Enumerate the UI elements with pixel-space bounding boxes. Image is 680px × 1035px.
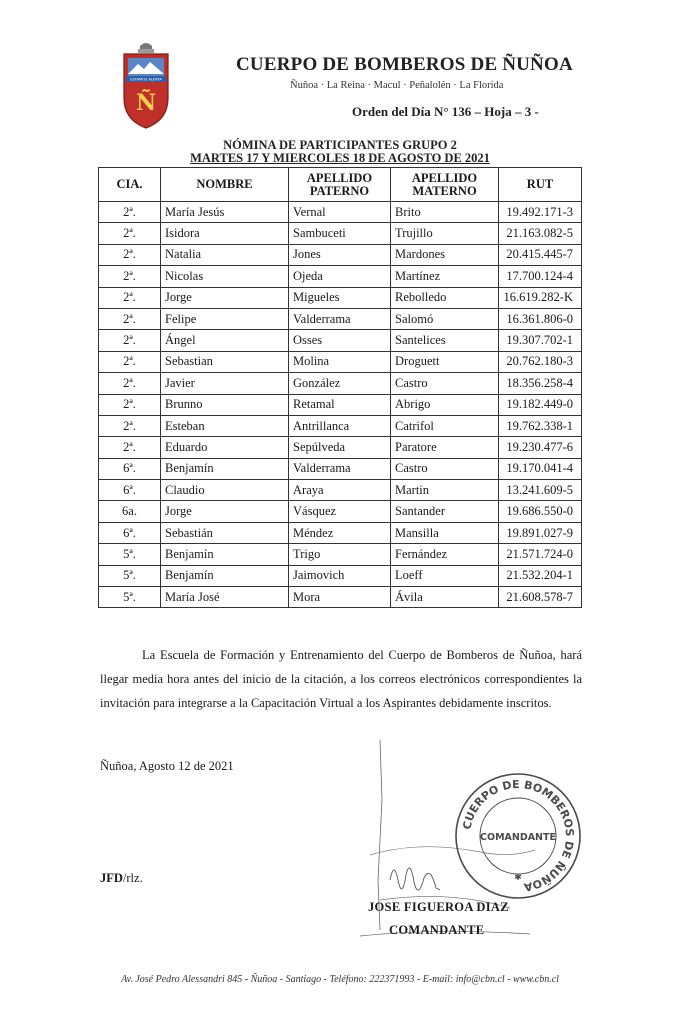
cell-cia: 2ª. — [99, 223, 161, 244]
table-row — [99, 308, 582, 329]
cell-paterno: Sambuceti — [289, 223, 391, 244]
cell-materno: Martin — [391, 480, 499, 501]
cell-rut: 21.532.204-1 — [499, 565, 582, 586]
official-stamp — [450, 768, 586, 904]
cell-rut: 13.241.609-5 — [499, 480, 582, 501]
cell-cia: 2ª. — [99, 330, 161, 351]
cell-materno: Loeff — [391, 565, 499, 586]
cell-materno: Santander — [391, 501, 499, 522]
cell-rut: 19.170.041-4 — [499, 458, 582, 479]
cell-nombre: Eduardo — [161, 437, 289, 458]
cell-paterno: Mora — [289, 587, 391, 608]
cell-cia: 2ª. — [99, 394, 161, 415]
table-row — [99, 458, 582, 479]
cell-cia: 2ª. — [99, 351, 161, 372]
cell-materno: Rebolledo — [391, 287, 499, 308]
cell-rut: 20.762.180-3 — [499, 351, 582, 372]
cell-cia: 2ª. — [99, 287, 161, 308]
cell-nombre: Felipe — [161, 308, 289, 329]
document-subtitle: MARTES 17 Y MIERCOLES 18 DE AGOSTO DE 2021 — [190, 151, 490, 165]
cell-nombre: Nicolas — [161, 266, 289, 287]
cell-rut: 19.230.477-6 — [499, 437, 582, 458]
table-row — [99, 501, 582, 522]
cell-rut: 21.608.578-7 — [499, 587, 582, 608]
cell-cia: 2ª. — [99, 437, 161, 458]
cell-nombre: Benjamín — [161, 458, 289, 479]
cell-nombre: Benjamín — [161, 565, 289, 586]
cell-paterno: Jaimovich — [289, 565, 391, 586]
cell-materno: Abrigo — [391, 394, 499, 415]
header-paterno-line1: APELLIDO — [306, 170, 373, 185]
initials-bold: JFD — [100, 871, 123, 885]
logo-banner: ESTAMOS ALERTA — [130, 77, 162, 82]
cell-materno: Fernández — [391, 544, 499, 565]
table-row — [99, 373, 582, 394]
cell-materno: Brito — [391, 202, 499, 223]
header-rut: RUT — [499, 168, 582, 202]
cell-cia: 6ª. — [99, 458, 161, 479]
cell-cia: 2ª. — [99, 415, 161, 436]
cell-paterno: Sepúlveda — [289, 437, 391, 458]
table-row — [99, 522, 582, 543]
cell-cia: 2ª. — [99, 266, 161, 287]
place-date: Ñuñoa, Agosto 12 de 2021 — [100, 759, 234, 773]
cell-cia: 6ª. — [99, 522, 161, 543]
cell-paterno: Vásquez — [289, 501, 391, 522]
table-row — [99, 202, 582, 223]
header-paterno — [289, 168, 391, 202]
stamp-star-icon: ✱ — [514, 872, 522, 882]
cell-paterno: Migueles — [289, 287, 391, 308]
cell-cia: 2ª. — [99, 308, 161, 329]
signatory-role: COMANDANTE — [389, 923, 485, 937]
cell-rut: 16.361.806-0 — [499, 308, 582, 329]
table-row — [99, 587, 582, 608]
cell-paterno: Araya — [289, 480, 391, 501]
bomberos-logo — [120, 38, 172, 130]
org-locations: Ñuñoa · La Reina · Macul · Peñalolén · La Florida — [290, 80, 504, 91]
header-cia: CIA. — [99, 168, 161, 202]
cell-rut: 19.686.550-0 — [499, 501, 582, 522]
stamp-ring-text: CUERPO DE BOMBEROS DE ÑUÑOA — [460, 777, 577, 894]
cell-nombre: Brunno — [161, 394, 289, 415]
cell-rut: 18.356.258-4 — [499, 373, 582, 394]
cell-cia: 6ª. — [99, 480, 161, 501]
cell-paterno: González — [289, 373, 391, 394]
table-row — [99, 330, 582, 351]
cell-materno: Droguett — [391, 351, 499, 372]
cell-paterno: Ojeda — [289, 266, 391, 287]
signatory-name: JOSE FIGUEROA DIAZ — [368, 900, 509, 914]
cell-materno: Paratore — [391, 437, 499, 458]
cell-paterno: Molina — [289, 351, 391, 372]
table-row — [99, 544, 582, 565]
cell-materno: Catrifol — [391, 415, 499, 436]
cell-nombre: Esteban — [161, 415, 289, 436]
reference-initials — [100, 871, 143, 886]
participants-table — [98, 167, 582, 608]
footer-address: Av. José Pedro Alessandri 845 - Ñuñoa - Santiago - Teléfono: 222371993 - E-mail: info@cbn.cl - www.cbn.cl — [121, 974, 559, 985]
cell-nombre: María Jesús — [161, 202, 289, 223]
cell-nombre: Sebastian — [161, 351, 289, 372]
cell-nombre: Javier — [161, 373, 289, 394]
cell-cia: 5ª. — [99, 544, 161, 565]
header-materno — [391, 168, 499, 202]
table-row — [99, 415, 582, 436]
cell-paterno: Valderrama — [289, 308, 391, 329]
cell-rut: 19.762.338-1 — [499, 415, 582, 436]
table-row — [99, 287, 582, 308]
cell-cia: 2ª. — [99, 373, 161, 394]
cell-materno: Castro — [391, 458, 499, 479]
table-row — [99, 351, 582, 372]
cell-nombre: María José — [161, 587, 289, 608]
table-row — [99, 437, 582, 458]
cell-materno: Mansilla — [391, 522, 499, 543]
cell-nombre: Claudio — [161, 480, 289, 501]
cell-paterno: Valderrama — [289, 458, 391, 479]
cell-rut: 16.619.282-K — [499, 287, 582, 308]
table-body — [99, 202, 582, 608]
org-title: CUERPO DE BOMBEROS DE ÑUÑOA — [236, 54, 573, 75]
table-row — [99, 266, 582, 287]
cell-nombre: Sebastián — [161, 522, 289, 543]
table-row — [99, 565, 582, 586]
table-row — [99, 244, 582, 265]
cell-cia: 6a. — [99, 501, 161, 522]
cell-paterno: Vernal — [289, 202, 391, 223]
cell-materno: Castro — [391, 373, 499, 394]
cell-materno: Trujillo — [391, 223, 499, 244]
cell-rut: 19.492.171-3 — [499, 202, 582, 223]
cell-rut: 20.415.445-7 — [499, 244, 582, 265]
cell-rut: 19.307.702-1 — [499, 330, 582, 351]
cell-paterno: Trigo — [289, 544, 391, 565]
cell-paterno: Retamal — [289, 394, 391, 415]
cell-nombre: Ángel — [161, 330, 289, 351]
cell-rut: 21.163.082-5 — [499, 223, 582, 244]
header-materno-line1: APELLIDO — [411, 170, 478, 185]
cell-materno: Mardones — [391, 244, 499, 265]
cell-nombre: Jorge — [161, 287, 289, 308]
cell-rut: 21.571.724-0 — [499, 544, 582, 565]
order-line: Orden del Día N° 136 – Hoja – 3 - — [352, 104, 539, 119]
cell-nombre: Natalia — [161, 244, 289, 265]
header-nombre: NOMBRE — [161, 168, 289, 202]
cell-materno: Martínez — [391, 266, 499, 287]
body-paragraph: La Escuela de Formación y Entrenamiento del Cuerpo de Bomberos de Ñuñoa, hará llegar media hora antes del inicio de la citación, a los correos electrónicos correspondientes la invitación para integrarse a la Capacitación Virtual a los Aspirantes debidamente inscritos. — [100, 648, 582, 710]
cell-cia: 5ª. — [99, 565, 161, 586]
logo-letter: Ñ — [135, 90, 157, 116]
cell-nombre: Benjamín — [161, 544, 289, 565]
table-row — [99, 223, 582, 244]
header-materno-line2: MATERNO — [412, 183, 477, 198]
cell-paterno: Osses — [289, 330, 391, 351]
cell-cia: 2ª. — [99, 244, 161, 265]
stamp-center-text: COMANDANTE — [480, 832, 556, 843]
cell-materno: Ávila — [391, 587, 499, 608]
cell-materno: Salomó — [391, 308, 499, 329]
cell-paterno: Méndez — [289, 522, 391, 543]
cell-rut: 17.700.124-4 — [499, 266, 582, 287]
document-title: NÓMINA DE PARTICIPANTES GRUPO 2 — [223, 138, 457, 152]
cell-nombre: Jorge — [161, 501, 289, 522]
cell-rut: 19.891.027-9 — [499, 522, 582, 543]
cell-cia: 5ª. — [99, 587, 161, 608]
cell-nombre: Isidora — [161, 223, 289, 244]
cell-rut: 19.182.449-0 — [499, 394, 582, 415]
table-row — [99, 394, 582, 415]
cell-paterno: Jones — [289, 244, 391, 265]
cell-paterno: Antrillanca — [289, 415, 391, 436]
initials-rest: /rlz. — [122, 871, 143, 885]
cell-materno: Santelices — [391, 330, 499, 351]
header-paterno-line2: PATERNO — [309, 183, 370, 198]
cell-cia: 2ª. — [99, 202, 161, 223]
table-header-row — [99, 168, 582, 202]
table-row — [99, 480, 582, 501]
